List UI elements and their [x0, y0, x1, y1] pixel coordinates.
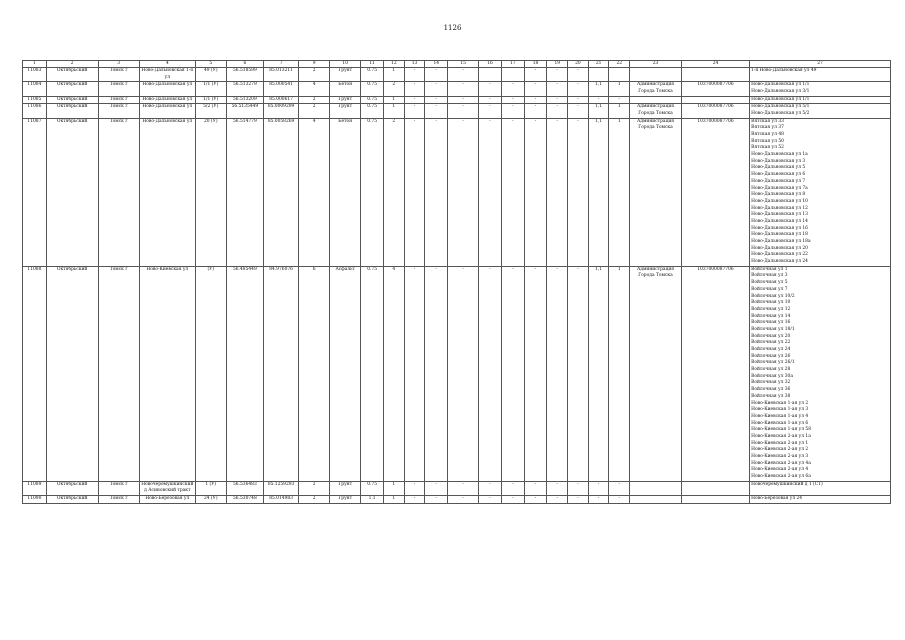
address-line: Вятская ул 50	[751, 138, 784, 144]
cell-c13: -	[404, 68, 425, 82]
address-line: Ново-Берёзовая ул 24	[751, 495, 803, 501]
column-header: 22	[609, 61, 630, 68]
cell-inn: 1037000087706	[681, 118, 749, 266]
cell-c16: -	[479, 104, 502, 118]
cell-c14: -	[425, 118, 448, 266]
address-line: Войлочная ул 3	[751, 273, 788, 279]
cell-c22: 1	[609, 118, 630, 266]
cell-street: Новочерёмушкинский д Асиновский тракт	[139, 481, 195, 495]
cell-c18: -	[524, 68, 547, 82]
table-row	[23, 104, 891, 118]
cell-owner: Администрация Города Томска	[630, 104, 682, 118]
cell-c13: -	[404, 495, 425, 503]
cell-c21: 1,1	[588, 266, 609, 481]
column-header: 14	[425, 61, 448, 68]
cell-c13: -	[404, 266, 425, 481]
cell-c19: -	[547, 96, 568, 104]
cell-street: Ново-Дальновская 1-я ул	[139, 68, 195, 82]
cell-street: Ново-Киевская ул	[139, 266, 195, 481]
table-row	[23, 68, 891, 82]
cell-surface: Грунт	[330, 481, 361, 495]
address-line: Ново-Дальновская ул 16	[751, 225, 808, 231]
cell-c17: -	[501, 118, 524, 266]
cell-c14: -	[425, 82, 448, 96]
cell-addresses	[750, 68, 891, 82]
cell-lat: 56.514779	[226, 118, 263, 266]
table-row	[23, 118, 891, 266]
address-line: Ново-Дальновская ул 22	[751, 252, 808, 258]
cell-surface: Грунт	[330, 68, 361, 82]
address-line: Войлочная ул 7	[751, 286, 788, 292]
address-line: Ново-Дальновская ул 13	[751, 212, 808, 218]
address-line: Новочерёмушкинский д 1 (СТ)	[751, 481, 823, 487]
cell-c13: -	[404, 96, 425, 104]
cell-district: Октябрьский	[46, 495, 98, 503]
address-line: Войлочная ул 20	[751, 333, 791, 339]
cell-c15: -	[448, 118, 479, 266]
cell-c20: -	[568, 118, 589, 266]
cell-c20: -	[568, 104, 589, 118]
cell-c21: 1,1	[588, 82, 609, 96]
column-header: 7	[264, 61, 299, 68]
cell-inn	[681, 481, 749, 495]
address-line: Ново-Дальновская ул 7а	[751, 185, 808, 191]
cell-lanes: 2	[299, 104, 330, 118]
address-line: Войлочная ул 10/2	[751, 293, 795, 299]
address-line: Ново-Киевская 2-ая ул 4а	[751, 460, 811, 466]
roads-table	[22, 60, 891, 504]
cell-addresses	[750, 495, 891, 503]
cell-c20: -	[568, 266, 589, 481]
cell-city: Томск г	[98, 481, 139, 495]
cell-surface: Грунт	[330, 104, 361, 118]
cell-c17: -	[501, 481, 524, 495]
cell-owner: Администрация Города Томска	[630, 266, 682, 481]
address-line: Ново-Дальновская ул 3/1	[751, 88, 810, 94]
cell-num: 20 (У)	[195, 118, 226, 266]
address-line: Вятская ул 52	[751, 145, 784, 151]
cell-c16: -	[479, 266, 502, 481]
cell-c18: -	[524, 481, 547, 495]
cell-c15: -	[448, 481, 479, 495]
cell-lat: 56.513209	[226, 96, 263, 104]
cell-c12: 1	[383, 481, 404, 495]
cell-c13: -	[404, 82, 425, 96]
column-header: 10	[330, 61, 361, 68]
table-row	[23, 82, 891, 96]
cell-lon: 85.0058269	[264, 118, 299, 266]
address-line: Ново-Киевская 1-ая ул 2	[751, 400, 809, 406]
cell-inn	[681, 495, 749, 503]
cell-surface: Бетон	[330, 82, 361, 96]
address-line: Ново-Дальновская ул 12	[751, 205, 808, 211]
cell-c11: 1.1	[361, 495, 384, 503]
address-line: Войлочная ул 28	[751, 367, 791, 373]
cell-addresses	[750, 266, 891, 481]
address-line: Вятская ул 37	[751, 125, 784, 131]
column-header: 18	[524, 61, 547, 68]
cell-street: Ново-Дальновская ул	[139, 96, 195, 104]
address-line: Ново-Киевская 2-ая ул 3	[751, 454, 809, 459]
address-line: Ново-Дальновская ул 18	[751, 232, 808, 238]
cell-owner: Администрация Города Томска	[630, 118, 682, 266]
cell-lanes: 4	[299, 82, 330, 96]
cell-city: Томск г	[98, 68, 139, 82]
cell-c22	[609, 68, 630, 82]
address-line: Ново-Дальновская ул 5	[751, 165, 806, 171]
cell-c12: 1	[383, 104, 404, 118]
address-line: Ново-Дальновская ул 24	[751, 259, 808, 265]
address-line: Вятская ул 48	[751, 132, 784, 137]
address-line: Ново-Дальновская ул 5/1	[751, 104, 810, 110]
cell-c16: -	[479, 118, 502, 266]
address-line: Войлочная ул 10	[751, 300, 791, 306]
cell-addresses	[750, 481, 891, 495]
cell-c21: -	[588, 96, 609, 104]
cell-owner	[630, 68, 682, 82]
cell-city: Томск г	[98, 104, 139, 118]
cell-lat: 56.518599	[226, 68, 263, 82]
cell-c19: -	[547, 104, 568, 118]
cell-num: 1 (У)	[195, 481, 226, 495]
cell-c11: 0.75	[361, 68, 384, 82]
address-line: Ново-Киевская 1-ая ул 3	[751, 407, 809, 413]
column-header: 27	[750, 61, 891, 68]
cell-surface: Грунт	[330, 96, 361, 104]
cell-c16	[479, 68, 502, 82]
cell-district: Октябрьский	[46, 118, 98, 266]
cell-owner	[630, 495, 682, 503]
cell-street: Ново-Дальновская ул	[139, 82, 195, 96]
cell-c17: -	[501, 104, 524, 118]
cell-c14: -	[425, 68, 448, 82]
cell-c19: -	[547, 118, 568, 266]
address-line: Ново-Киевская 2-ая ул 1	[751, 440, 809, 446]
cell-city: Томск г	[98, 495, 139, 503]
address-line: Ново-Киевская 2-ая ул 6а	[751, 474, 811, 480]
cell-num: 5/2 (У)	[195, 104, 226, 118]
cell-city: Томск г	[98, 96, 139, 104]
cell-id: 11086	[23, 104, 47, 118]
table-row	[23, 96, 891, 104]
column-header: 3	[98, 61, 139, 68]
cell-district: Октябрьский	[46, 82, 98, 96]
cell-c18: -	[524, 266, 547, 481]
address-line: Войлочная ул 24	[751, 347, 791, 352]
cell-c21: 1,1	[588, 118, 609, 266]
column-header: 19	[547, 61, 568, 68]
cell-c12: 1	[383, 68, 404, 82]
cell-c12: 2	[383, 82, 404, 96]
cell-surface: Бетон	[330, 118, 361, 266]
cell-c11: 0.75	[361, 104, 384, 118]
cell-id: 11087	[23, 118, 47, 266]
address-line: Войлочная ул 32	[751, 380, 791, 386]
cell-c20: -	[568, 495, 589, 503]
cell-id: 11088	[23, 266, 47, 481]
cell-c21: 1,1	[588, 104, 609, 118]
address-line: Ново-Дальновская ул 1/1	[751, 96, 810, 102]
cell-lat: 56.513279	[226, 82, 263, 96]
column-header: 11	[361, 61, 384, 68]
page-number: 1126	[443, 24, 462, 32]
cell-id: 11089	[23, 481, 47, 495]
header-row	[23, 61, 891, 68]
column-header: 6	[226, 61, 263, 68]
cell-c15: -	[448, 104, 479, 118]
address-line: Ново-Дальновская ул 1а	[751, 152, 808, 158]
cell-c15: -	[448, 68, 479, 82]
cell-c14: -	[425, 495, 448, 503]
address-line: Ново-Киевская 1-ая ул 6	[751, 420, 809, 426]
cell-id: 11085	[23, 96, 47, 104]
address-line: Ново-Дальновская ул 6	[751, 172, 806, 178]
cell-c11: 0.75	[361, 481, 384, 495]
cell-c13: -	[404, 481, 425, 495]
cell-district: Октябрьский	[46, 104, 98, 118]
cell-c22: -	[609, 481, 630, 495]
column-header: 15	[448, 61, 479, 68]
column-header: 5	[195, 61, 226, 68]
address-line: Войлочная ул 18/1	[751, 326, 795, 332]
cell-city: Томск г	[98, 118, 139, 266]
address-line: Ново-Дальновская ул 10	[751, 198, 808, 204]
cell-c22: -	[609, 495, 630, 503]
cell-inn	[681, 96, 749, 104]
cell-c22: 1	[609, 104, 630, 118]
column-header: 2	[46, 61, 98, 68]
cell-c14: -	[425, 266, 448, 481]
cell-c17: -	[501, 266, 524, 481]
cell-inn: 1037000087706	[681, 82, 749, 96]
cell-lat: 56.530748	[226, 495, 263, 503]
cell-num: 1/1 (У)	[195, 82, 226, 96]
cell-addresses	[750, 96, 891, 104]
address-line: Ново-Киевская 1-ая ул 58	[751, 427, 812, 433]
cell-c18: -	[524, 96, 547, 104]
cell-c14: -	[425, 96, 448, 104]
column-header: 1	[23, 61, 47, 68]
address-line: Войлочная ул 30а	[751, 373, 793, 379]
column-header: 24	[681, 61, 749, 68]
address-line: Ново-Дальновская ул 5/2	[751, 110, 810, 116]
cell-c19: -	[547, 495, 568, 503]
address-line: 1-я Ново-Дальновская ул 49	[751, 68, 817, 73]
cell-lon: 85.000617	[264, 96, 299, 104]
address-line: Вятская ул 33	[751, 118, 784, 124]
cell-c16: -	[479, 96, 502, 104]
cell-c14: -	[425, 104, 448, 118]
cell-addresses	[750, 104, 891, 118]
cell-c12: 1	[383, 96, 404, 104]
cell-c14: -	[425, 481, 448, 495]
cell-c20: -	[568, 481, 589, 495]
cell-inn: 1037000087706	[681, 104, 749, 118]
address-line: Ново-Дальновская ул 1/1	[751, 82, 810, 88]
cell-c15: -	[448, 82, 479, 96]
address-line: Ново-Дальновская ул 3	[751, 158, 806, 164]
cell-c13: -	[404, 104, 425, 118]
address-line: Войлочная ул 26	[751, 353, 791, 359]
cell-lanes: 2	[299, 495, 330, 503]
cell-district: Октябрьский	[46, 68, 98, 82]
cell-c17: -	[501, 495, 524, 503]
address-line: Ново-Дальновская ул 18а	[751, 239, 811, 244]
cell-c18: -	[524, 104, 547, 118]
address-line: Ново-Киевская 2-ая ул 2	[751, 447, 809, 453]
address-line: Войлочная ул 5	[751, 280, 788, 286]
address-line: Войлочная ул 14	[751, 313, 791, 319]
table-row	[23, 481, 891, 495]
cell-c19: -	[547, 68, 568, 82]
column-header: 13	[404, 61, 425, 68]
cell-c21: -	[588, 481, 609, 495]
cell-num: (У)	[195, 266, 226, 481]
cell-owner: Администрация Города Томска	[630, 82, 682, 96]
cell-c20: -	[568, 96, 589, 104]
cell-district: Октябрьский	[46, 96, 98, 104]
cell-district: Октябрьский	[46, 266, 98, 481]
cell-owner	[630, 481, 682, 495]
cell-c21: -	[588, 495, 609, 503]
address-line: Войлочная ул 16	[751, 320, 791, 326]
cell-lanes: 4	[299, 118, 330, 266]
address-line: Войлочная ул 36	[751, 387, 791, 393]
cell-c16: -	[479, 82, 502, 96]
cell-c11: 0.75	[361, 96, 384, 104]
column-header: 12	[383, 61, 404, 68]
column-header: 9	[299, 61, 330, 68]
cell-c19: -	[547, 266, 568, 481]
cell-num: 49 (У)	[195, 68, 226, 82]
cell-lon: 85.0009299	[264, 104, 299, 118]
address-line: Войлочная ул 22	[751, 340, 791, 346]
cell-c17: -	[501, 82, 524, 96]
cell-lanes: 6	[299, 266, 330, 481]
cell-c12: 2	[383, 118, 404, 266]
address-line: Войлочная ул 38	[751, 393, 791, 399]
cell-c20: -	[568, 82, 589, 96]
cell-c11: 0.75	[361, 82, 384, 96]
cell-c22: -	[609, 96, 630, 104]
cell-addresses	[750, 118, 891, 266]
cell-c15: -	[448, 266, 479, 481]
cell-inn	[681, 68, 749, 82]
address-line: Ново-Дальновская ул 7	[751, 178, 806, 184]
address-line: Войлочная ул 26/1	[751, 360, 795, 366]
address-line: Ново-Дальновская ул 20	[751, 245, 808, 251]
column-header: 20	[568, 61, 589, 68]
cell-c18: -	[524, 118, 547, 266]
cell-street: Ново-Берёзовая ул	[139, 495, 195, 503]
cell-num: 1/1 (У)	[195, 96, 226, 104]
column-header: 16	[479, 61, 502, 68]
cell-c22: 1	[609, 82, 630, 96]
cell-c11: 0.75	[361, 266, 384, 481]
cell-surface: Асфальт	[330, 266, 361, 481]
cell-lon: 85.013211	[264, 68, 299, 82]
cell-surface: Грунт	[330, 495, 361, 503]
cell-c15: -	[448, 96, 479, 104]
cell-id: 11084	[23, 82, 47, 96]
cell-c11: 0.75	[361, 118, 384, 266]
cell-c15: -	[448, 495, 479, 503]
column-header: 17	[501, 61, 524, 68]
address-line: Войлочная ул 12	[751, 306, 791, 312]
cell-lon: 85.000541	[264, 82, 299, 96]
cell-c12: 1	[383, 495, 404, 503]
cell-lat: 56.5135449	[226, 104, 263, 118]
cell-owner	[630, 96, 682, 104]
cell-street: Ново-Дальновская ул	[139, 104, 195, 118]
cell-lat: 56.536483	[226, 481, 263, 495]
cell-addresses	[750, 82, 891, 96]
cell-street: Ново-Дальновская ул	[139, 118, 195, 266]
cell-c19: -	[547, 481, 568, 495]
cell-c17	[501, 68, 524, 82]
cell-lanes: 2	[299, 481, 330, 495]
cell-lat: 56.485449	[226, 266, 263, 481]
address-line: Ново-Дальновская ул 14	[751, 218, 808, 224]
cell-lon: 85.014983	[264, 495, 299, 503]
cell-lon: 84.976076	[264, 266, 299, 481]
address-line: Ново-Киевская 1-ая ул 4	[751, 413, 809, 419]
cell-id: 11083	[23, 68, 47, 82]
cell-district: Октябрьский	[46, 481, 98, 495]
cell-c22: 1	[609, 266, 630, 481]
cell-city: Томск г	[98, 266, 139, 481]
cell-c19: -	[547, 82, 568, 96]
table-row	[23, 495, 891, 503]
cell-c18: -	[524, 82, 547, 96]
cell-c21	[588, 68, 609, 82]
cell-city: Томск г	[98, 82, 139, 96]
column-header: 4	[139, 61, 195, 68]
cell-c17: -	[501, 96, 524, 104]
column-header: 21	[588, 61, 609, 68]
table-body	[23, 68, 891, 504]
table-row	[23, 266, 891, 481]
cell-c13: -	[404, 118, 425, 266]
cell-lanes: 2	[299, 68, 330, 82]
address-line: Ново-Киевская 2-ая ул 4	[751, 467, 809, 473]
address-line: Войлочная ул 1	[751, 266, 788, 272]
cell-id: 11090	[23, 495, 47, 503]
address-line: Ново-Киевская 2-ая ул 1а	[751, 433, 811, 439]
cell-c16: -	[479, 481, 502, 495]
cell-lanes: 2	[299, 96, 330, 104]
cell-lon: 85.1259293	[264, 481, 299, 495]
cell-c12: 4	[383, 266, 404, 481]
cell-inn: 1037000087706	[681, 266, 749, 481]
cell-c18: -	[524, 495, 547, 503]
column-header: 23	[630, 61, 682, 68]
cell-c16: -	[479, 495, 502, 503]
cell-num: 24 (У)	[195, 495, 226, 503]
cell-c20: -	[568, 68, 589, 82]
address-line: Ново-Дальновская ул 8	[751, 192, 806, 198]
